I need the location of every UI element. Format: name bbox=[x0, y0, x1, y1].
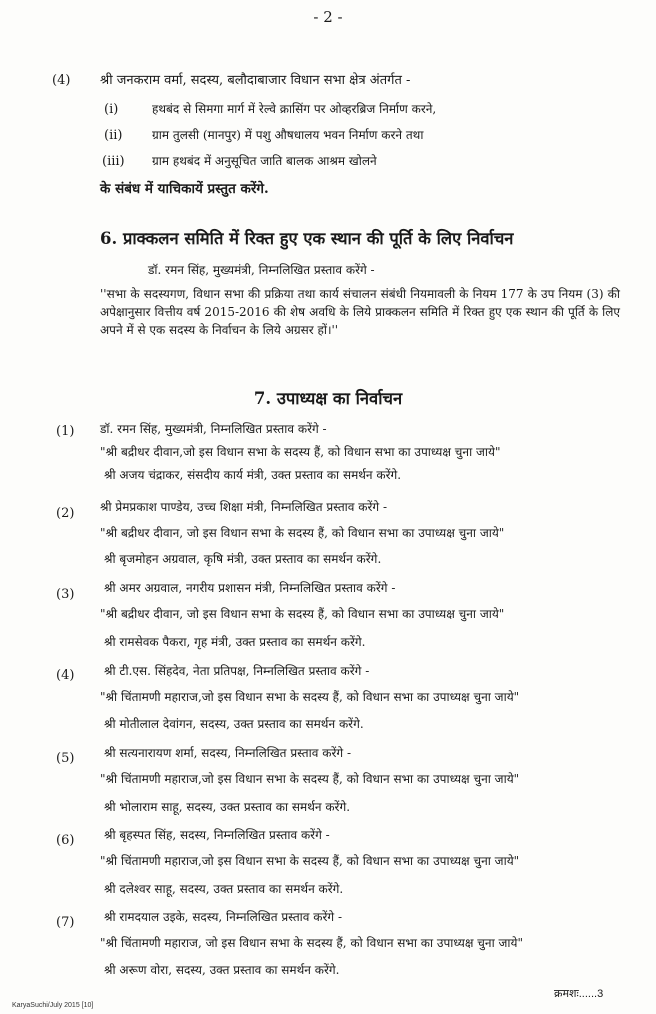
motion-5-quote: "श्री चिंतामणी महाराज,जो इस विधान सभा के सदस्य हैं, को विधान सभा का उपाध्यक्ष चुना जाये" bbox=[100, 772, 520, 786]
motion-4-number: (4) bbox=[56, 668, 75, 683]
motion-3-seconder: श्री रामसेवक पैकरा, गृह मंत्री, उक्त प्रस्ताव का समर्थन करेंगे. bbox=[104, 635, 366, 649]
section6-mover: डॉ. रमन सिंह, मुख्यमंत्री, निम्नलिखित प्रस्ताव करेंगे - bbox=[148, 263, 375, 277]
motion-4-mover: श्री टी.एस. सिंहदेव, नेता प्रतिपक्ष, निम्नलिखित प्रस्ताव करेंगे - bbox=[104, 664, 370, 678]
item4-number: (4) bbox=[52, 73, 71, 88]
item4-sub-1-text: हथबंद से सिमगा मार्ग में रेल्वे क्रासिंग पर ओव्हरब्रिज निर्माण करने, bbox=[152, 102, 437, 116]
page-number: - 2 - bbox=[313, 8, 343, 26]
motion-4-quote: "श्री चिंतामणी महाराज,जो इस विधान सभा के सदस्य हैं, को विधान सभा का उपाध्यक्ष चुना जाये" bbox=[100, 690, 520, 704]
motion-4-seconder: श्री मोतीलाल देवांगन, सदस्य, उक्त प्रस्ताव का समर्थन करेंगे. bbox=[104, 717, 364, 731]
item4-sub-3-number: (iii) bbox=[102, 154, 125, 169]
item4-sub-2-number: (ii) bbox=[104, 128, 123, 143]
motion-7-number: (7) bbox=[56, 915, 75, 930]
motion-2-quote: "श्री बद्रीधर दीवान, जो इस विधान सभा के सदस्य हैं, को विधान सभा का उपाध्यक्ष चुना जाये" bbox=[100, 526, 505, 540]
motion-3-mover: श्री अमर अग्रवाल, नगरीय प्रशासन मंत्री, निम्नलिखित प्रस्ताव करेंगे - bbox=[104, 581, 396, 595]
file-reference: KaryaSuchi/July 2015 [10] bbox=[12, 1002, 94, 1009]
motion-2-seconder: श्री बृजमोहन अग्रवाल, कृषि मंत्री, उक्त प्रस्ताव का समर्थन करेंगे. bbox=[104, 552, 382, 566]
motion-6-number: (6) bbox=[56, 833, 75, 848]
motion-7-seconder: श्री अरूण वोरा, सदस्य, उक्त प्रस्ताव का समर्थन करेंगे. bbox=[104, 963, 340, 977]
item4-sub-3-text: ग्राम हथबंद में अनुसूचित जाति बालक आश्रम खोलने bbox=[152, 154, 377, 168]
motion-5-number: (5) bbox=[56, 751, 75, 766]
motion-2-number: (2) bbox=[56, 506, 75, 521]
motion-6-mover: श्री बृहस्पत सिंह, सदस्य, निम्नलिखित प्रस्ताव करेंगे - bbox=[104, 828, 330, 842]
item4-closing: के संबंध में याचिकायें प्रस्तुत करेंगे. bbox=[100, 181, 269, 197]
section6-paragraph: ''सभा के सदस्यगण, विधान सभा की प्रक्रिया तथा कार्य संचालन संबंधी नियमावली के नियम 177 के उप नियम (3) की अपेक्षानुसार वित्तीय वर्ष 2015-2016 की शेष अवधि के लिये प्राक्कलन समिति में रिक्त हुए एक स्थान की पूर्ति के लिए अपने में से एक सदस्य के निर्वाचन के लिये अग्रसर हों।'' bbox=[100, 287, 620, 337]
motion-1-quote: "श्री बद्रीधर दीवान,जो इस विधान सभा के सदस्य हैं, को विधान सभा का उपाध्यक्ष चुना जाये" bbox=[100, 445, 501, 459]
motion-7-quote: "श्री चिंतामणी महाराज, जो इस विधान सभा के सदस्य हैं, को विधान सभा का उपाध्यक्ष चुना जाये" bbox=[100, 936, 523, 950]
continued-marker: क्रमशः......3 bbox=[554, 988, 604, 1000]
motion-1-number: (1) bbox=[56, 424, 75, 439]
section6-heading: 6. प्राक्कलन समिति में रिक्त हुए एक स्थान की पूर्ति के लिए निर्वाचन bbox=[100, 229, 514, 248]
item4-intro: श्री जनकराम वर्मा, सदस्य, बलौदाबाजार विधान सभा क्षेत्र अंतर्गत - bbox=[100, 73, 411, 88]
motion-7-mover: श्री रामदयाल उइके, सदस्य, निम्नलिखित प्रस्ताव करेंगे - bbox=[104, 910, 343, 924]
section7-heading: 7. उपाध्यक्ष का निर्वाचन bbox=[253, 389, 403, 408]
motion-6-seconder: श्री दलेश्वर साहू, सदस्य, उक्त प्रस्ताव का समर्थन करेंगे. bbox=[104, 882, 344, 896]
motion-1-mover: डॉ. रमन सिंह, मुख्यमंत्री, निम्नलिखित प्रस्ताव करेंगे - bbox=[100, 422, 327, 436]
motion-1-seconder: श्री अजय चंद्राकर, संसदीय कार्य मंत्री, उक्त प्रस्ताव का समर्थन करेंगे. bbox=[104, 468, 402, 482]
motion-3-number: (3) bbox=[56, 587, 75, 602]
motion-6-quote: "श्री चिंतामणी महाराज,जो इस विधान सभा के सदस्य हैं, को विधान सभा का उपाध्यक्ष चुना जाये" bbox=[100, 854, 520, 868]
item4-sub-1-number: (i) bbox=[104, 102, 119, 117]
motion-3-quote: "श्री बद्रीधर दीवान, जो इस विधान सभा के सदस्य हैं, को विधान सभा का उपाध्यक्ष चुना जाये" bbox=[100, 607, 505, 621]
motion-5-mover: श्री सत्यनारायण शर्मा, सदस्य, निम्नलिखित प्रस्ताव करेंगे - bbox=[104, 746, 351, 760]
motion-2-mover: श्री प्रेमप्रकाश पाण्डेय, उच्च शिक्षा मंत्री, निम्नलिखित प्रस्ताव करेंगे - bbox=[100, 500, 388, 514]
motion-5-seconder: श्री भोलाराम साहू, सदस्य, उक्त प्रस्ताव का समर्थन करेंगे. bbox=[104, 800, 351, 814]
item4-sub-2-text: ग्राम तुलसी (मानपुर) में पशु औषधालय भवन निर्माण करने तथा bbox=[152, 128, 424, 142]
